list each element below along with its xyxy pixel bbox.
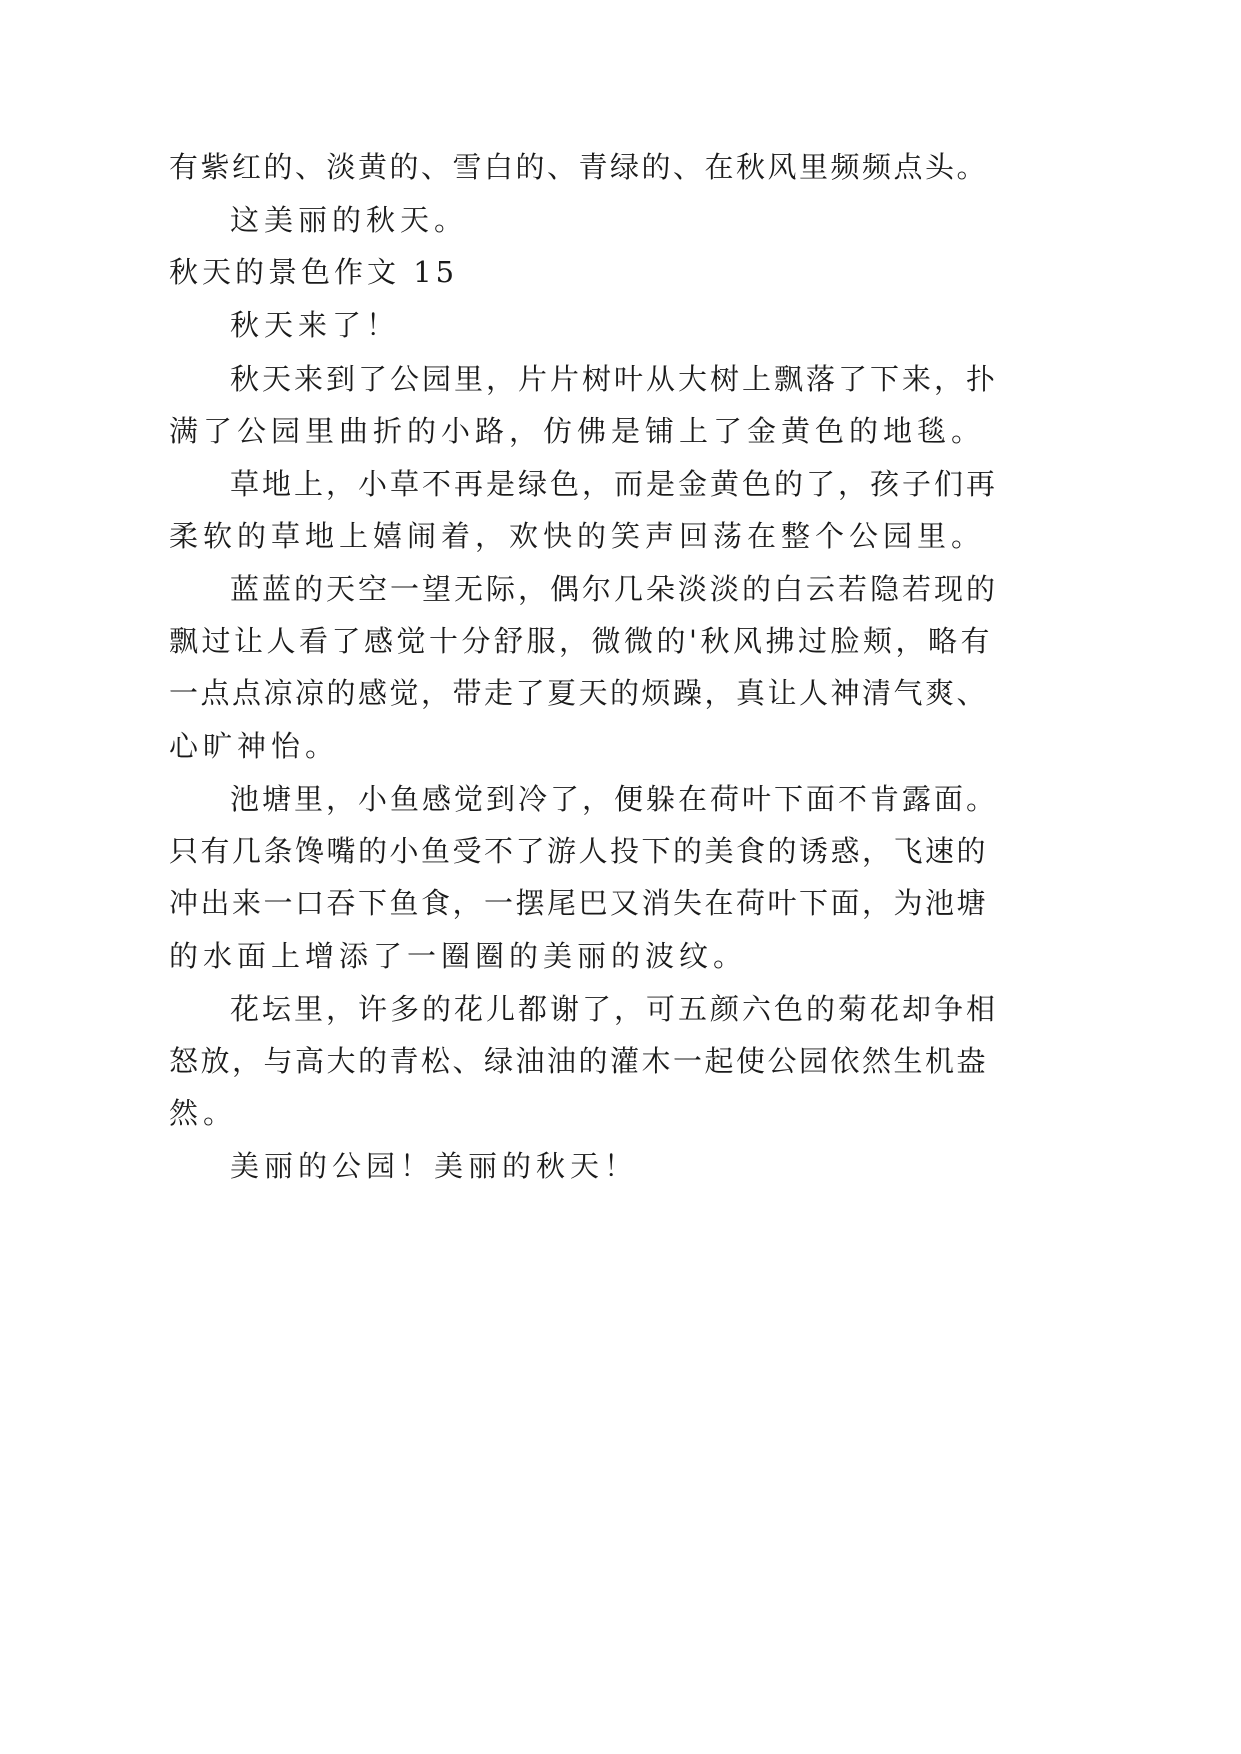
paragraph-line: 只有几条馋嘴的小鱼受不了游人投下的美食的诱惑，飞速的 [169,834,989,868]
paragraph-line: 秋天来了！ [230,308,401,342]
paragraph-line: 心旷神怡。 [169,729,340,763]
paragraph-line: 然。 [169,1096,238,1130]
paragraph-line: 的水面上增添了一圈圈的美丽的波纹。 [169,939,748,973]
paragraph-line: 蓝蓝的天空一望无际，偶尔几朵淡淡的白云若隐若现的 [230,572,999,606]
paragraph-line: 花坛里，许多的花儿都谢了，可五颜六色的菊花却争相 [230,992,999,1026]
paragraph-line: 美丽的公园！美丽的秋天！ [230,1149,639,1183]
paragraph-line: 冲出来一口吞下鱼食，一摆尾巴又消失在荷叶下面，为池塘 [169,886,989,920]
paragraph-line: 秋天来到了公园里，片片树叶从大树上飘落了下来，扑 [230,362,999,396]
paragraph-line: 一点点凉凉的感觉，带走了夏天的烦躁，真让人神清气爽、 [169,676,989,710]
paragraph-line: 满了公园里曲折的小路，仿佛是铺上了金黄色的地毯。 [169,414,986,448]
paragraph-line: 飘过让人看了感觉十分舒服，微微的'秋风拂过脸颊，略有 [169,624,993,658]
paragraph-line: 有紫红的、淡黄的、雪白的、青绿的、在秋风里频频点头。 [169,150,989,184]
paragraph-line: 池塘里，小鱼感觉到冷了，便躲在荷叶下面不肯露面。 [230,782,999,816]
section-heading: 秋天的景色作文 15 [169,255,459,289]
paragraph-line: 柔软的草地上嬉闹着，欢快的笑声回荡在整个公园里。 [169,519,986,553]
paragraph-line: 怒放，与高大的青松、绿油油的灌木一起使公园依然生机盎 [169,1044,989,1078]
paragraph-line: 这美丽的秋天。 [230,203,469,237]
paragraph-line: 草地上，小草不再是绿色，而是金黄色的了，孩子们再 [230,467,999,501]
